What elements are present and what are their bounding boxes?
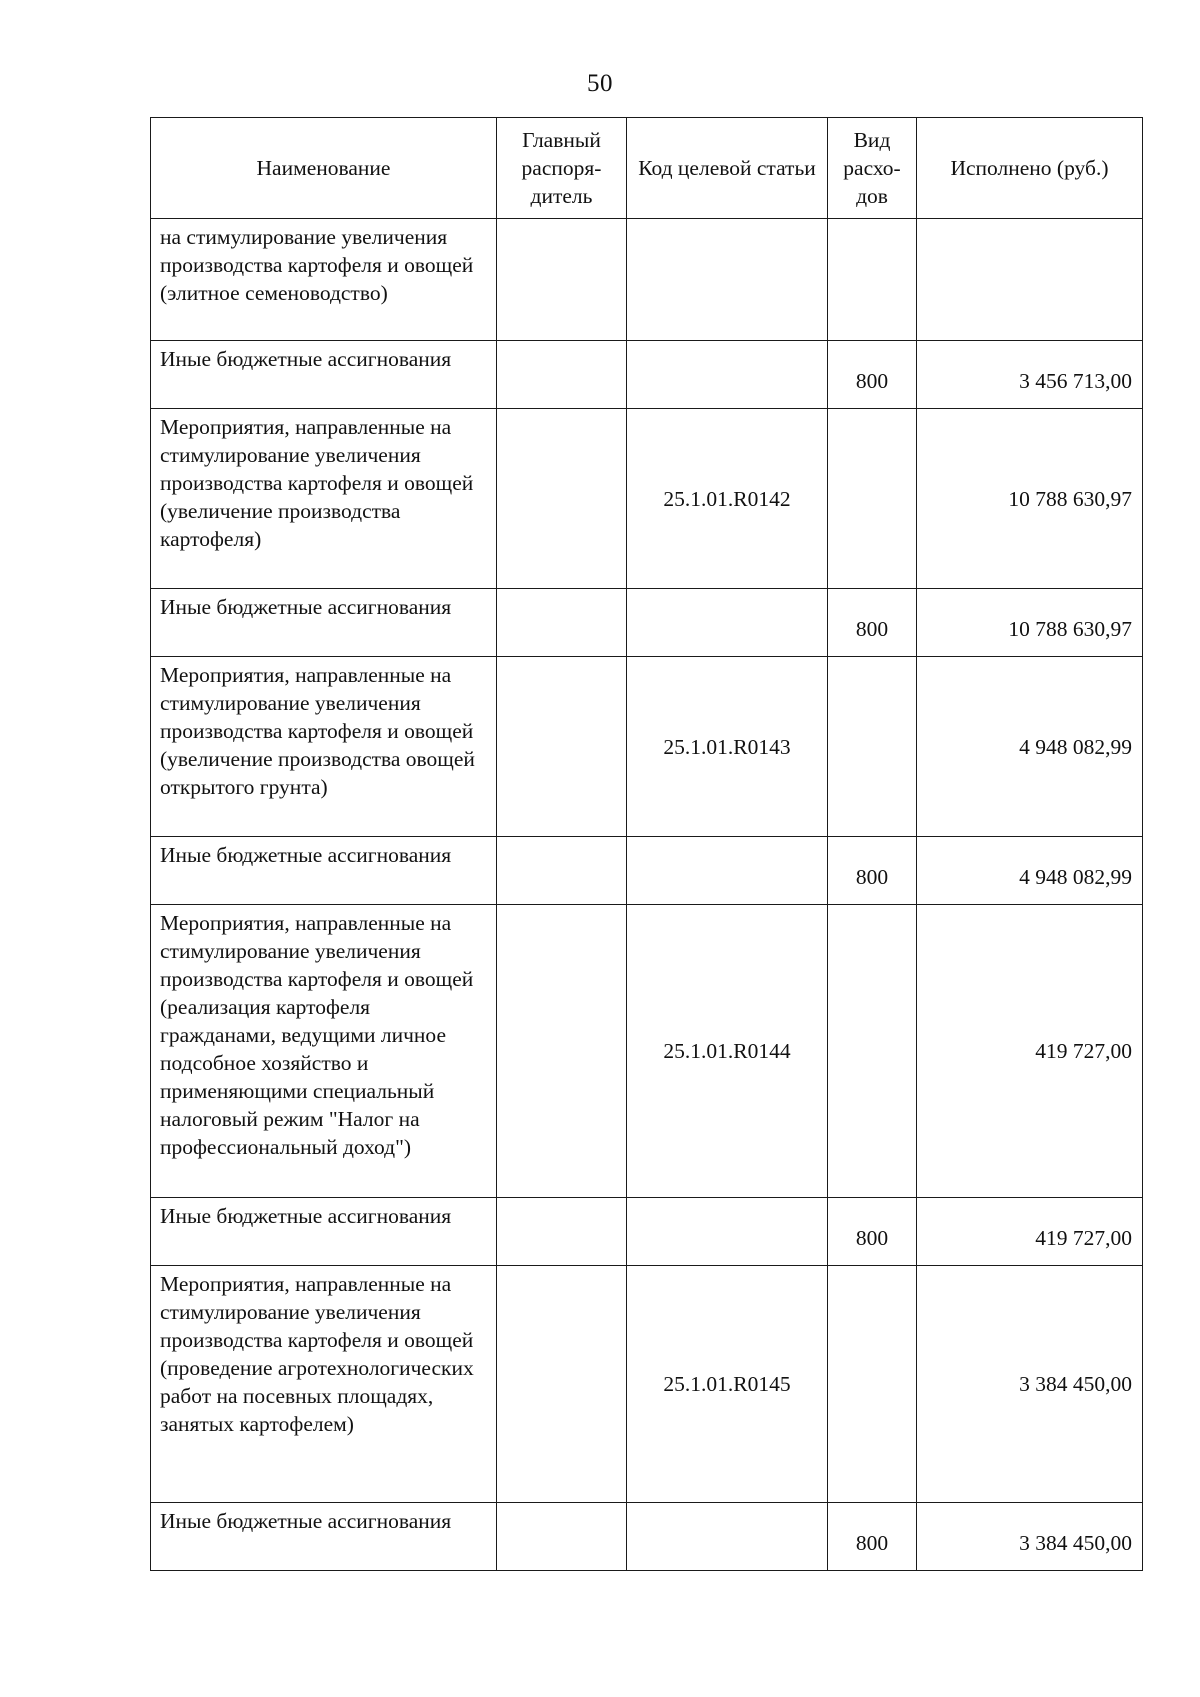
row-executed: 3 456 713,00 [917, 341, 1143, 409]
row-main-manager [497, 219, 627, 341]
row-main-manager [497, 1503, 627, 1571]
row-target-code: 25.1.01.R0144 [627, 905, 828, 1198]
table-row [151, 1266, 1143, 1503]
row-name: Мероприятия, направленные на стимулирование увеличения производства картофеля и овощей (проведение агротехнологических работ на посевных площадях, занятых картофелем) [151, 1266, 497, 1503]
table-row [151, 219, 1143, 341]
row-name: Иные бюджетные ассигнования [151, 1198, 497, 1266]
row-expense-kind: 800 [828, 589, 917, 657]
row-target-code [627, 219, 828, 341]
header-expense-kind: Вид расхо-дов [828, 118, 917, 219]
budget-table [150, 117, 1143, 1571]
row-main-manager [497, 837, 627, 905]
row-expense-kind: 800 [828, 1198, 917, 1266]
row-expense-kind [828, 905, 917, 1198]
table-row [151, 657, 1143, 837]
row-main-manager [497, 905, 627, 1198]
header-row [151, 118, 1143, 219]
row-name: на стимулирование увеличения производства картофеля и овощей (элитное семеноводство) [151, 219, 497, 341]
row-expense-kind: 800 [828, 1503, 917, 1571]
row-target-code: 25.1.01.R0142 [627, 409, 828, 589]
row-main-manager [497, 1266, 627, 1503]
row-name: Мероприятия, направленные на стимулирование увеличения производства картофеля и овощей (увеличение производства овощей открытого грунта) [151, 657, 497, 837]
row-expense-kind [828, 1266, 917, 1503]
row-executed: 419 727,00 [917, 1198, 1143, 1266]
row-main-manager [497, 657, 627, 837]
row-main-manager [497, 341, 627, 409]
row-executed: 10 788 630,97 [917, 409, 1143, 589]
row-target-code [627, 341, 828, 409]
row-executed: 3 384 450,00 [917, 1503, 1143, 1571]
row-executed [917, 219, 1143, 341]
row-expense-kind [828, 657, 917, 837]
table-row [151, 1198, 1143, 1266]
header-executed: Исполнено (руб.) [917, 118, 1143, 219]
row-target-code [627, 589, 828, 657]
row-executed: 419 727,00 [917, 905, 1143, 1198]
table-row [151, 589, 1143, 657]
table-body [151, 219, 1143, 1571]
row-main-manager [497, 409, 627, 589]
table-row [151, 837, 1143, 905]
header-main-manager: Главный распоря-дитель [497, 118, 627, 219]
row-expense-kind [828, 219, 917, 341]
row-main-manager [497, 1198, 627, 1266]
row-name: Мероприятия, направленные на стимулирование увеличения производства картофеля и овощей (реализация картофеля гражданами, ведущими личное подсобное хозяйство и применяющими специальный налоговый режим "Налог на профессиональный доход") [151, 905, 497, 1198]
row-name: Иные бюджетные ассигнования [151, 1503, 497, 1571]
row-target-code [627, 1198, 828, 1266]
header-target-code: Код целевой статьи [627, 118, 828, 219]
row-target-code: 25.1.01.R0143 [627, 657, 828, 837]
row-name: Иные бюджетные ассигнования [151, 589, 497, 657]
table-row [151, 409, 1143, 589]
row-executed: 3 384 450,00 [917, 1266, 1143, 1503]
row-executed: 4 948 082,99 [917, 837, 1143, 905]
row-expense-kind: 800 [828, 837, 917, 905]
table-header [151, 118, 1143, 219]
table-row [151, 905, 1143, 1198]
row-name: Мероприятия, направленные на стимулирование увеличения производства картофеля и овощей (увеличение производства картофеля) [151, 409, 497, 589]
row-name: Иные бюджетные ассигнования [151, 837, 497, 905]
row-name: Иные бюджетные ассигнования [151, 341, 497, 409]
row-target-code [627, 1503, 828, 1571]
row-main-manager [497, 589, 627, 657]
page-number: 50 [587, 70, 613, 97]
table-row [151, 1503, 1143, 1571]
header-name: Наименование [151, 118, 497, 219]
table-row [151, 341, 1143, 409]
row-executed: 10 788 630,97 [917, 589, 1143, 657]
row-expense-kind: 800 [828, 341, 917, 409]
row-target-code: 25.1.01.R0145 [627, 1266, 828, 1503]
row-target-code [627, 837, 828, 905]
row-expense-kind [828, 409, 917, 589]
row-executed: 4 948 082,99 [917, 657, 1143, 837]
